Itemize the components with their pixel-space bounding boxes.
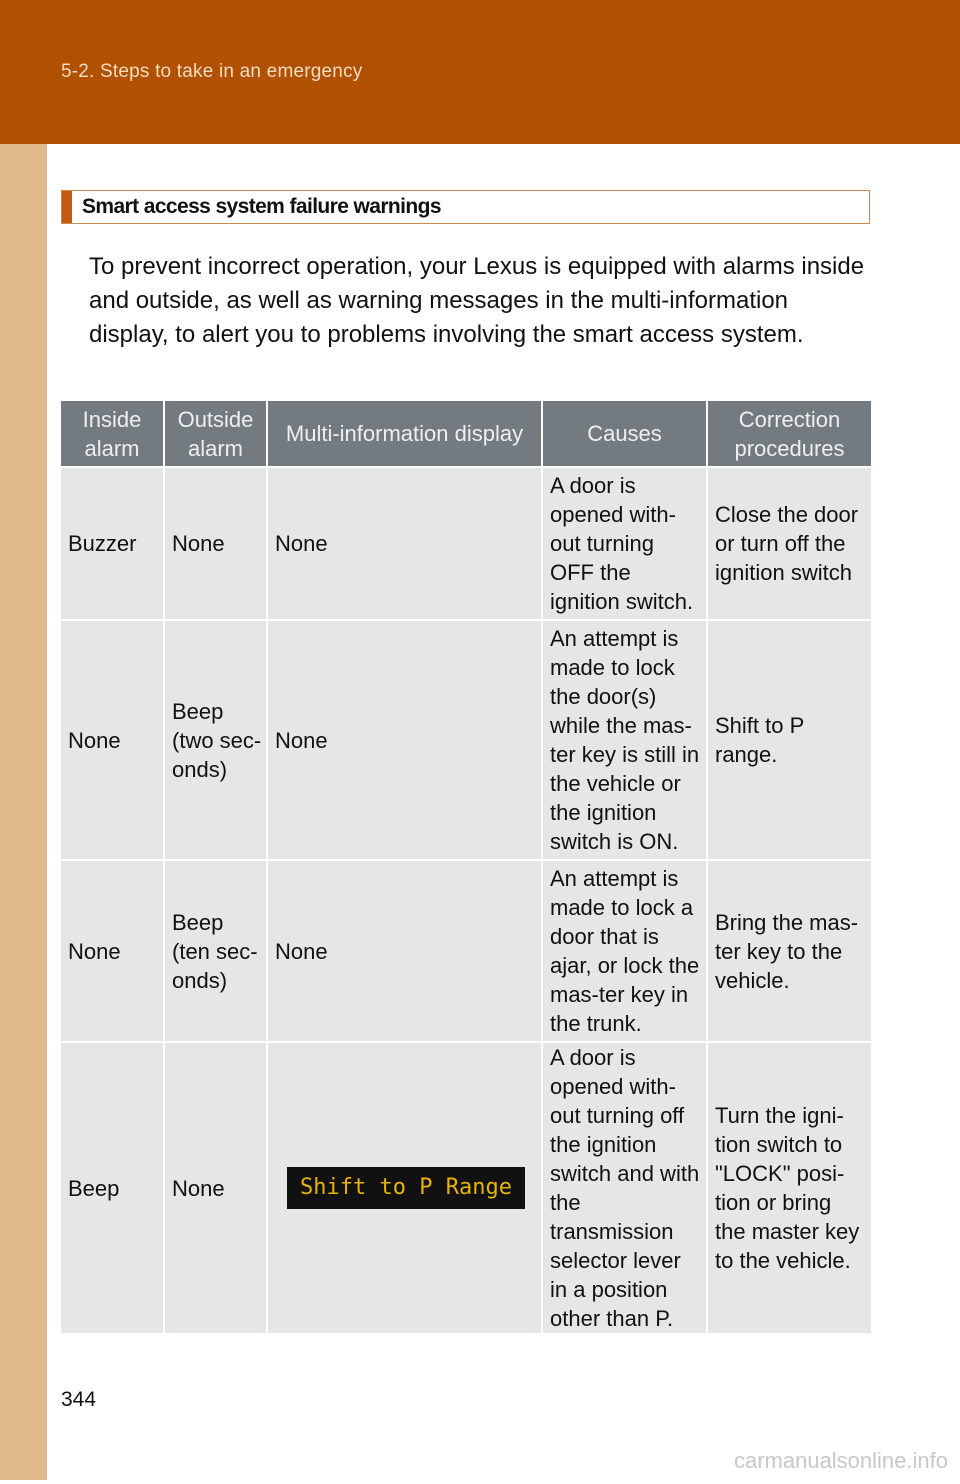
section-heading-box xyxy=(61,190,870,224)
header-inside-alarm: Inside alarm xyxy=(61,401,164,467)
display-message-screen: Shift to P Range xyxy=(287,1167,525,1209)
cell-inside-alarm: Buzzer xyxy=(61,467,164,620)
table-row xyxy=(61,860,871,1042)
cell-correction: Shift to P range. xyxy=(707,620,871,860)
page-number: 344 xyxy=(61,1388,97,1411)
cell-display: None xyxy=(267,620,542,860)
cell-inside-alarm: None xyxy=(61,860,164,1042)
header-display: Multi-information display xyxy=(267,401,542,467)
header-outside-alarm: Outside alarm xyxy=(164,401,267,467)
table-row xyxy=(61,1042,871,1334)
cell-inside-alarm: None xyxy=(61,620,164,860)
header-causes: Causes xyxy=(542,401,707,467)
table-row xyxy=(61,620,871,860)
cell-display: None xyxy=(267,467,542,620)
cell-outside-alarm: None xyxy=(164,467,267,620)
cell-correction: Close the door or turn off the ignition switch xyxy=(707,467,871,620)
section-heading: Smart access system failure warnings xyxy=(82,195,441,218)
cell-cause: A door is opened with-out turning OFF the ignition switch. xyxy=(542,467,707,620)
table-header-row xyxy=(61,401,871,467)
cell-inside-alarm: Beep xyxy=(61,1042,164,1334)
cell-outside-alarm: None xyxy=(164,1042,267,1334)
header-correction: Correction procedures xyxy=(707,401,871,467)
cell-correction: Bring the mas-ter key to the vehicle. xyxy=(707,860,871,1042)
intro-paragraph: To prevent incorrect operation, your Lexus is equipped with alarms inside and outside, as well as warning messages in the multi-information display, to alert you to problems involving the smart access system. xyxy=(89,253,865,348)
side-margin-band xyxy=(0,0,47,1480)
cell-correction: Turn the igni-tion switch to "LOCK" posi-tion or bring the master key to the vehicle. xyxy=(707,1042,871,1334)
section-heading-accent xyxy=(62,191,72,223)
table-row xyxy=(61,467,871,620)
cell-cause: An attempt is made to lock the door(s) while the mas-ter key is still in the vehicle or the ignition switch is ON. xyxy=(542,620,707,860)
cell-outside-alarm: Beep (ten sec-onds) xyxy=(164,860,267,1042)
cell-display: None xyxy=(267,860,542,1042)
warning-table xyxy=(61,401,871,1335)
cell-cause: An attempt is made to lock a door that is ajar, or lock the mas-ter key in the trunk. xyxy=(542,860,707,1042)
chapter-breadcrumb: 5-2. Steps to take in an emergency xyxy=(61,61,363,82)
cell-outside-alarm: Beep (two sec-onds) xyxy=(164,620,267,860)
cell-display-screen xyxy=(267,1042,542,1334)
cell-cause: A door is opened with-out turning off the ignition switch and with the transmission selector lever in a position other than P. xyxy=(542,1042,707,1334)
watermark: carmanualsonline.info xyxy=(733,1448,948,1473)
page-header xyxy=(0,0,960,144)
